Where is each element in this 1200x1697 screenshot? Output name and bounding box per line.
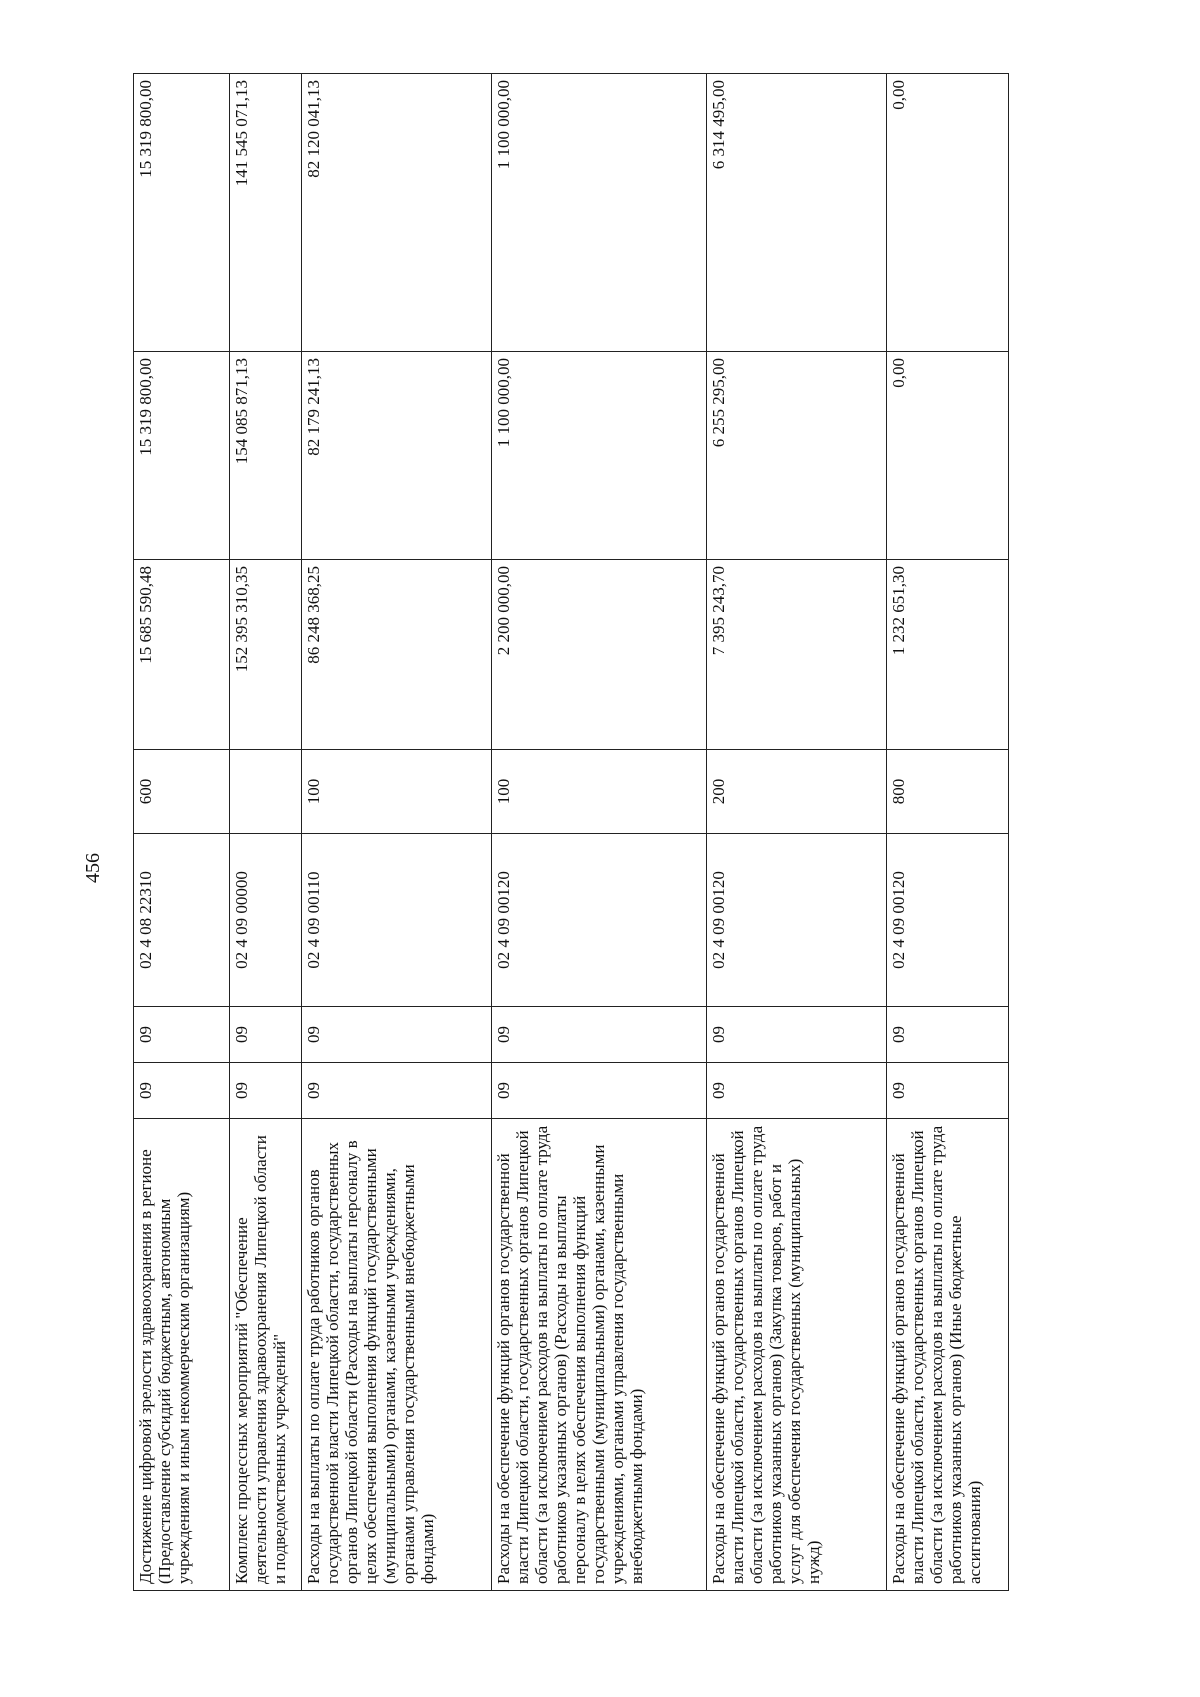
row-value-3: 82 120 041,13 bbox=[302, 74, 492, 352]
row-value-1: 86 248 368,25 bbox=[302, 560, 492, 750]
budget-table-rotated bbox=[133, 74, 1008, 1591]
row-subsection: 09 bbox=[887, 1007, 1009, 1063]
table-row bbox=[707, 74, 887, 1591]
row-target-article: 02 4 09 00000 bbox=[230, 834, 302, 1007]
row-value-1: 7 395 243,70 bbox=[707, 560, 887, 750]
row-value-2: 82 179 241,13 bbox=[302, 352, 492, 560]
row-expense-type: 100 bbox=[302, 750, 492, 834]
row-expense-type: 200 bbox=[707, 750, 887, 834]
table-row bbox=[230, 74, 302, 1591]
row-name: Расходы на обеспечение функций органов государственной власти Липецкой области, государственных органов Липецкой области (за исключением расходов на выплаты по оплате труда работников указанных органов) (Иные бюджетные ассигнования) bbox=[887, 1119, 1009, 1591]
row-value-1: 1 232 651,30 bbox=[887, 560, 1009, 750]
row-target-article: 02 4 09 00120 bbox=[707, 834, 887, 1007]
row-value-1: 15 685 590,48 bbox=[134, 560, 230, 750]
row-value-1: 152 395 310,35 bbox=[230, 560, 302, 750]
row-subsection: 09 bbox=[134, 1007, 230, 1063]
row-subsection: 09 bbox=[302, 1007, 492, 1063]
row-expense-type: 600 bbox=[134, 750, 230, 834]
row-value-3: 6 314 495,00 bbox=[707, 74, 887, 352]
row-section: 09 bbox=[302, 1063, 492, 1119]
row-target-article: 02 4 08 22310 bbox=[134, 834, 230, 1007]
row-subsection: 09 bbox=[230, 1007, 302, 1063]
table-row bbox=[134, 74, 230, 1591]
row-name: Комплекс процессных мероприятий "Обеспечение деятельности управления здравоохранения Липецкой области и подведомственных учреждений" bbox=[230, 1119, 302, 1591]
row-value-3: 141 545 071,13 bbox=[230, 74, 302, 352]
row-value-2: 1 100 000,00 bbox=[492, 352, 707, 560]
row-expense-type: 800 bbox=[887, 750, 1009, 834]
row-subsection: 09 bbox=[707, 1007, 887, 1063]
row-section: 09 bbox=[887, 1063, 1009, 1119]
row-value-3: 1 100 000,00 bbox=[492, 74, 707, 352]
row-expense-type bbox=[230, 750, 302, 834]
row-section: 09 bbox=[492, 1063, 707, 1119]
row-value-2: 15 319 800,00 bbox=[134, 352, 230, 560]
row-target-article: 02 4 09 00120 bbox=[887, 834, 1009, 1007]
row-value-1: 2 200 000,00 bbox=[492, 560, 707, 750]
row-target-article: 02 4 09 00110 bbox=[302, 834, 492, 1007]
row-value-3: 15 319 800,00 bbox=[134, 74, 230, 352]
row-target-article: 02 4 09 00120 bbox=[492, 834, 707, 1007]
row-section: 09 bbox=[230, 1063, 302, 1119]
row-name: Расходы на выплаты по оплате труда работников органов государственной власти Липецкой области, государственных органов Липецкой области (Расходы на выплаты персоналу в целях обеспечения выполнения функций государственными (муниципальными) органами, казенными учреждениями, органами управления государственными внебюджетными фондами) bbox=[302, 1119, 492, 1591]
row-section: 09 bbox=[707, 1063, 887, 1119]
row-expense-type: 100 bbox=[492, 750, 707, 834]
budget-table bbox=[133, 73, 1009, 1591]
row-name: Расходы на обеспечение функций органов государственной власти Липецкой области, государственных органов Липецкой области (за исключением расходов на выплаты по оплате труда работников указанных органов) (Закупка товаров, работ и услуг для обеспечения государственных (муниципальных) нужд) bbox=[707, 1119, 887, 1591]
table-row bbox=[302, 74, 492, 1591]
row-subsection: 09 bbox=[492, 1007, 707, 1063]
row-name: Достижение цифровой зрелости здравоохранения в регионе (Предоставление субсидий бюджетным, автономным учреждениям и иным некоммерческим организациям) bbox=[134, 1119, 230, 1591]
row-value-2: 0,00 bbox=[887, 352, 1009, 560]
table-row bbox=[887, 74, 1009, 1591]
row-value-2: 154 085 871,13 bbox=[230, 352, 302, 560]
table-row bbox=[492, 74, 707, 1591]
row-section: 09 bbox=[134, 1063, 230, 1119]
page-number: 456 bbox=[82, 853, 104, 883]
row-name: Расходы на обеспечение функций органов государственной власти Липецкой области, государственных органов Липецкой области (за исключением расходов на выплаты по оплате труда работников указанных органов) (Расходы на выплаты персоналу в целях обеспечения выполнения функций государственными (муниципальными) органами, казенными учреждениями, органами управления государственными внебюджетными фондами) bbox=[492, 1119, 707, 1591]
row-value-2: 6 255 295,00 bbox=[707, 352, 887, 560]
row-value-3: 0,00 bbox=[887, 74, 1009, 352]
